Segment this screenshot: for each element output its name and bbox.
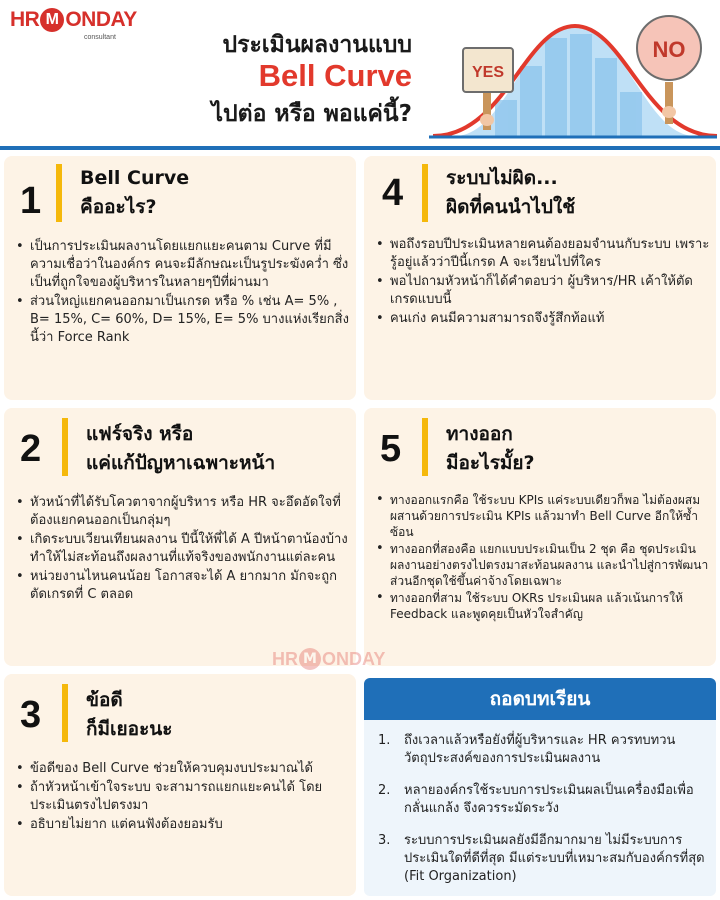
card-title-line-1: แฟร์จริง หรือ bbox=[86, 423, 194, 445]
card-5 bbox=[364, 408, 716, 666]
logo-hr-text: HR bbox=[10, 8, 40, 31]
sign-no-label: NO bbox=[652, 37, 686, 62]
card-title-line-2: ผิดที่คนนำไปใช้ bbox=[446, 196, 576, 218]
hr-monday-watermark bbox=[272, 648, 385, 670]
card-title bbox=[86, 420, 275, 478]
list-item: • ทางออกที่สองคือ แยกแบบประเมินเป็น 2 ชุด คือ ชุดประเมินผลงานอย่างตรงไปตรงมาสะท้อนผลงาน และนำไปสู่การพัฒนา ส่วนอีกชุดใช้ขึ้นค่าจ้างโดยเฉพาะ bbox=[374, 541, 710, 589]
card-bullet-list bbox=[374, 492, 710, 623]
lesson-item bbox=[378, 832, 708, 886]
card-title-line-2: ก็มีเยอะนะ bbox=[86, 718, 173, 740]
card-bullet-list bbox=[14, 238, 350, 348]
card-bullet-list bbox=[374, 236, 710, 329]
headline-line-3: ไปต่อ หรือ พอแค่นี้? bbox=[211, 101, 412, 127]
list-item: • พอไปถามหัวหน้าก็ได้คำตอบว่า ผู้บริหาร/HR เค้าให้ตัดเกรดแบบนี้ bbox=[374, 273, 710, 309]
lesson-number: 2. bbox=[378, 783, 391, 798]
list-item: • คนเก่ง คนมีความสามารถจึงรู้สึกท้อแท้ bbox=[374, 310, 710, 328]
card-number: 1 bbox=[20, 180, 42, 222]
card-title-line-2: แค่แก้ปัญหาเฉพาะหน้า bbox=[86, 452, 276, 474]
hr-monday-logo bbox=[10, 8, 137, 32]
logo-onday-text: ONDAY bbox=[65, 8, 137, 31]
lesson-text: ระบบการประเมินผลยังมีอีกมากมาย ไม่มีระบบการประเมินใดที่ดีที่สุด มีแต่ระบบที่เหมาะสมกับองค์กรที่สุด (Fit Organization) bbox=[404, 833, 705, 884]
lesson-text: หลายองค์กรใช้ระบบการประเมินผลเป็นเครื่องมือเพื่อกลั่นแกล้ง จึงควรระมัดระวัง bbox=[404, 783, 694, 816]
list-item: • หน่วยงานไหนคนน้อย โอกาสจะได้ A ยากมาก มักจะถูกตัดเกรดที่ C ตลอด bbox=[14, 568, 350, 604]
lesson-number: 3. bbox=[378, 833, 391, 848]
lessons-panel bbox=[364, 720, 716, 896]
lessons-header bbox=[364, 678, 716, 720]
sign-yes-label: YES bbox=[471, 64, 505, 81]
card-title-line-2: คืออะไร? bbox=[80, 196, 157, 218]
header-divider bbox=[0, 146, 720, 150]
card-accent-bar bbox=[422, 418, 428, 476]
card-bullet-list bbox=[14, 760, 350, 835]
watermark-m: M bbox=[299, 648, 321, 670]
lesson-item bbox=[378, 782, 708, 818]
list-item: • ถ้าหัวหน้าเข้าใจระบบ จะสามารถแยกแยะคนได้ โดยประเมินตรงไปตรงมา bbox=[14, 779, 350, 815]
lessons-title: ถอดบทเรียน bbox=[489, 688, 591, 710]
card-2 bbox=[4, 408, 356, 666]
card-accent-bar bbox=[62, 684, 68, 742]
card-title bbox=[80, 164, 189, 222]
list-item: • พอถึงรอบปีประเมินหลายคนต้องยอมจำนนกับระบบ เพราะรู้อยู่แล้วว่าปีนี้เกรด A จะเวียนไปที่ใคร bbox=[374, 236, 710, 272]
list-item: • หัวหน้าที่ได้รับโควตาจากผู้บริหาร หรือ HR จะอึดอัดใจที่ต้องแยกคนออกเป็นกลุ่มๆ bbox=[14, 494, 350, 530]
card-number: 2 bbox=[20, 428, 42, 470]
headline-line-1: ประเมินผลงานแบบ bbox=[222, 32, 412, 58]
card-title-line-1: ข้อดี bbox=[86, 689, 123, 711]
list-item: • เกิดระบบเวียนเทียนผลงาน ปีนี้ให้พี่ได้ A ปีหน้าตาน้องบ้าง ทำให้ไม่สะท้อนถึงผลงานที่แท้จริงของพนักงานแต่ละคน bbox=[14, 531, 350, 567]
card-title-line-1: Bell Curve bbox=[80, 167, 190, 189]
card-3 bbox=[4, 674, 356, 896]
card-accent-bar bbox=[422, 164, 428, 222]
list-item: • ทางออกแรกคือ ใช้ระบบ KPIs แค่ระบบเดียวก็พอ ไม่ต้องผสมผสานด้วยการประเมิน KPIs แล้วมาทำ Bell Curve อีกให้ซ้ำซ้อน bbox=[374, 492, 710, 540]
list-item: • ส่วนใหญ่แยกคนออกมาเป็นเกรด หรือ % เช่น A= 5% , B= 15%, C= 60%, D= 15%, E= 5% บางแห่งเรียกสิ่งนี้ว่า Force Rank bbox=[14, 293, 350, 347]
bell-curve-illustration bbox=[425, 8, 720, 144]
card-4 bbox=[364, 156, 716, 400]
card-title bbox=[446, 420, 535, 478]
lesson-item bbox=[378, 732, 708, 768]
card-bullet-list bbox=[14, 494, 350, 605]
card-number: 4 bbox=[382, 172, 404, 214]
card-number: 5 bbox=[380, 428, 402, 470]
list-item: • ข้อดีของ Bell Curve ช่วยให้ควบคุมงบประมาณได้ bbox=[14, 760, 350, 778]
card-title bbox=[86, 686, 172, 744]
lessons-list bbox=[378, 732, 708, 900]
header bbox=[0, 0, 720, 148]
logo-m-circle: M bbox=[40, 8, 64, 32]
list-item: • เป็นการประเมินผลงานโดยแยกแยะคนตาม Curve ที่มีความเชื่อว่าในองค์กร คนจะมีลักษณะเป็นรูประฆังคว่ำ ซึ่งเป็นที่ถูกใจของผู้บริหารในหลายๆปีที่ผ่านมา bbox=[14, 238, 350, 292]
list-item: • อธิบายไม่ยาก แต่คนฟังต้องยอมรับ bbox=[14, 816, 350, 834]
card-number: 3 bbox=[20, 694, 42, 736]
card-accent-bar bbox=[56, 164, 62, 222]
lesson-text: ถึงเวลาแล้วหรือยังที่ผู้บริหารและ HR ควรทบทวนวัตถุประสงค์ของการประเมินผลงาน bbox=[404, 733, 676, 766]
card-title bbox=[446, 164, 575, 222]
watermark-onday: ONDAY bbox=[322, 648, 386, 669]
watermark-hr: HR bbox=[272, 648, 298, 669]
card-title-line-1: ทางออก bbox=[446, 423, 513, 445]
list-item: • ทางออกที่สาม ใช้ระบบ OKRs ประเมินผล แล้วเน้นการให้ Feedback และพูดคุยเป็นหัวใจสำคัญ bbox=[374, 590, 710, 622]
logo-subtitle: consultant bbox=[84, 34, 116, 41]
card-1 bbox=[4, 156, 356, 400]
headline-line-2: Bell Curve bbox=[258, 58, 412, 93]
card-title-line-2: มีอะไรมั้ย? bbox=[446, 452, 535, 474]
lesson-number: 1. bbox=[378, 733, 391, 748]
card-title-line-1: ระบบไม่ผิด... bbox=[446, 167, 558, 189]
card-accent-bar bbox=[62, 418, 68, 476]
